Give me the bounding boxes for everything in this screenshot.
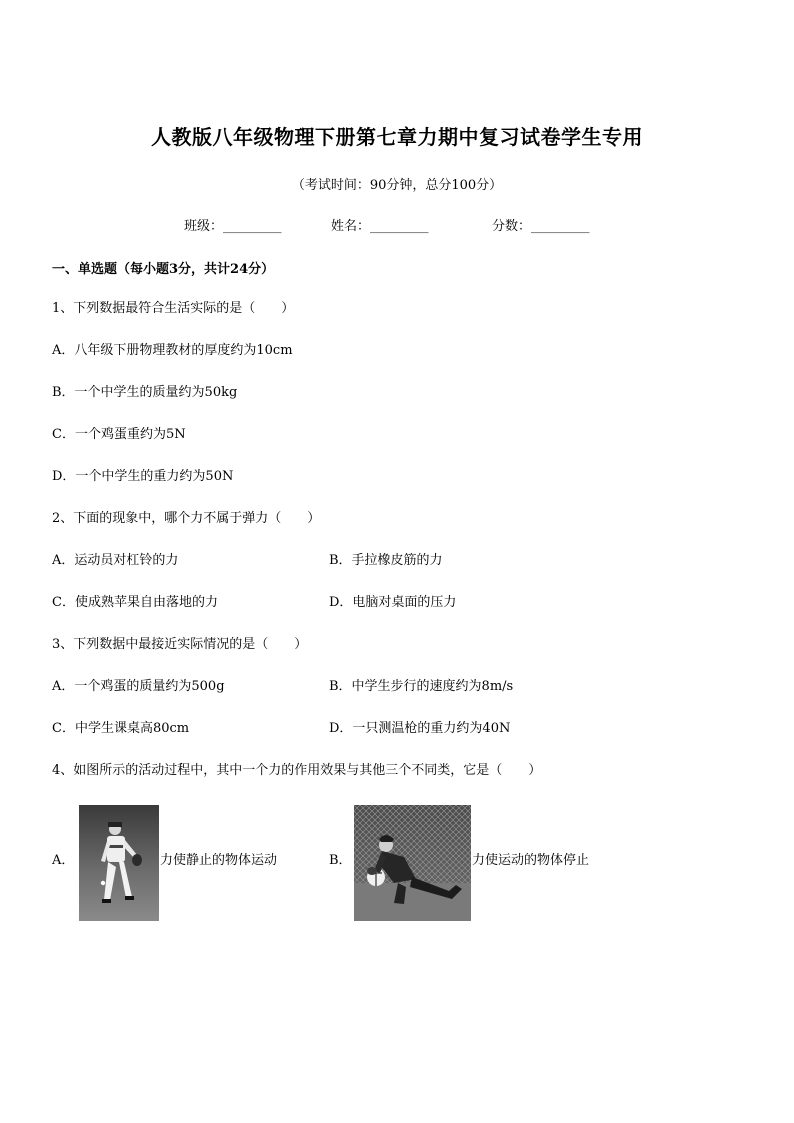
question-2-option-a: A．运动员对杠铃的力 bbox=[52, 553, 179, 568]
question-4-option-b: B． bbox=[329, 853, 352, 868]
question-4-option-a-caption: 力使静止的物体运动 bbox=[160, 853, 278, 868]
question-1-option-b: B．一个中学生的质量约为50kg bbox=[52, 385, 238, 400]
question-4-stem: 4、如图所示的活动过程中，其中一个力的作用效果与其他三个不同类，它是（ ） bbox=[52, 763, 542, 778]
baseball-player-illustration bbox=[79, 805, 159, 921]
question-1-option-a: A．八年级下册物理教材的厚度约为10cm bbox=[52, 343, 293, 358]
question-1-option-c: C．一个鸡蛋重约为5N bbox=[52, 427, 186, 442]
goalkeeper-illustration bbox=[354, 805, 471, 921]
question-2-option-b: B．手拉橡皮筋的力 bbox=[329, 553, 443, 568]
question-2-stem: 2、下面的现象中，哪个力不属于弹力（ ） bbox=[52, 511, 321, 526]
question-4-option-b-caption: 力使运动的物体停止 bbox=[472, 853, 590, 868]
section-heading: 一、单选题（每小题3分，共计24分） bbox=[52, 262, 275, 277]
score-field: 分数：_________ bbox=[492, 219, 590, 234]
question-3-option-b: B．中学生步行的速度约为8m/s bbox=[329, 679, 514, 694]
question-3-option-d: D．一只测温枪的重力约为40N bbox=[329, 721, 511, 736]
question-3-option-a: A．一个鸡蛋的质量约为500g bbox=[52, 679, 225, 694]
baseball-player-photo bbox=[79, 805, 159, 921]
question-4-option-a: A． bbox=[52, 853, 75, 868]
exam-title: 人教版八年级物理下册第七章力期中复习试卷学生专用 bbox=[151, 125, 643, 149]
question-1-stem: 1、下列数据最符合生活实际的是（ ） bbox=[52, 301, 295, 316]
goalkeeper-photo bbox=[354, 805, 471, 921]
exam-time-info: （考试时间：90分钟，总分100分） bbox=[291, 178, 503, 193]
question-1-option-d: D．一个中学生的重力约为50N bbox=[52, 469, 234, 484]
name-field: 姓名：_________ bbox=[331, 219, 429, 234]
question-3-option-c: C．中学生课桌高80cm bbox=[52, 721, 190, 736]
question-2-option-d: D．电脑对桌面的压力 bbox=[329, 595, 457, 610]
question-2-option-c: C．使成熟苹果自由落地的力 bbox=[52, 595, 218, 610]
class-field: 班级：_________ bbox=[184, 219, 282, 234]
question-3-stem: 3、下列数据中最接近实际情况的是（ ） bbox=[52, 637, 308, 652]
